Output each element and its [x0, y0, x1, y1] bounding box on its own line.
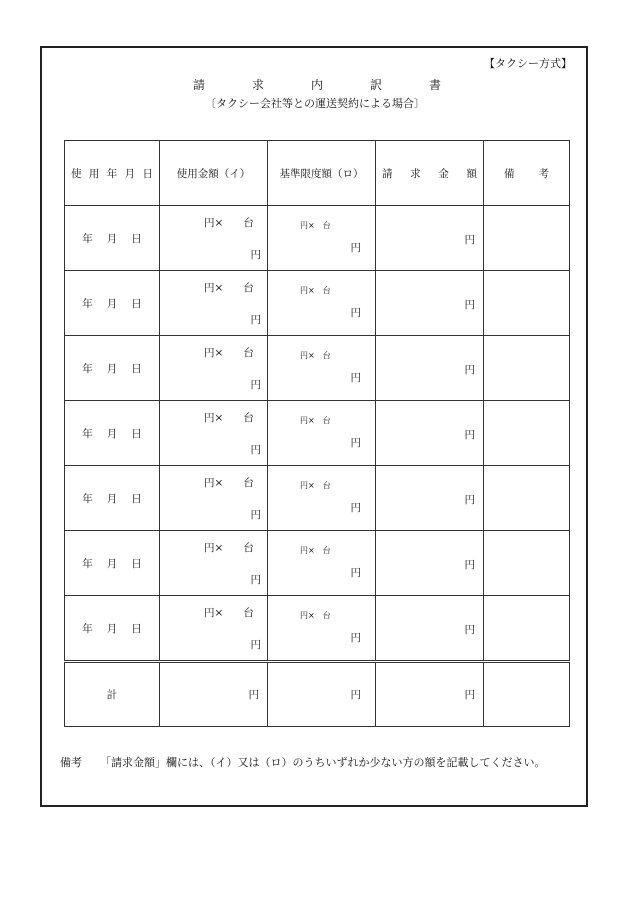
yen-times-label: 円×	[300, 221, 315, 230]
yen-times-label: 円×	[204, 282, 224, 294]
header-char: 考	[538, 167, 549, 180]
yen-unit: 円	[350, 372, 361, 384]
yen-unit: 円	[250, 509, 261, 521]
yen-unit: 円	[464, 364, 475, 376]
total-remarks-cell[interactable]	[484, 662, 570, 727]
header-char: 年	[106, 167, 118, 180]
yen-times-label: 円×	[204, 217, 224, 229]
yen-times-label: 円×	[204, 412, 224, 424]
units-label: 台	[322, 546, 331, 555]
month-label: 月	[106, 492, 118, 505]
header-char: 日	[142, 167, 153, 180]
yen-unit: 円	[350, 437, 361, 449]
yen-unit: 円	[350, 567, 361, 579]
footnote	[60, 754, 546, 770]
year-label: 年	[82, 557, 93, 570]
limit-amount-cell[interactable]	[268, 401, 376, 466]
yen-times-label: 円×	[300, 481, 315, 490]
title-char: 訳	[369, 78, 382, 92]
form-subtitle: 〔タクシー会社等との運送契約による場合〕	[205, 97, 425, 110]
header-char: 用	[88, 167, 100, 180]
units-label: 台	[243, 282, 254, 294]
yen-unit: 円	[250, 444, 261, 456]
usage-amount-cell[interactable]	[160, 466, 268, 531]
table-row	[65, 271, 570, 336]
header-limit-amount: 基準限度額（ロ）	[268, 141, 376, 206]
date-cell[interactable]	[65, 531, 160, 596]
day-label: 日	[131, 232, 142, 245]
table-row	[65, 336, 570, 401]
form-type-tag: 【タクシー方式】	[484, 57, 572, 70]
limit-amount-cell[interactable]	[268, 336, 376, 401]
table-row	[65, 401, 570, 466]
billing-amount-cell[interactable]	[376, 271, 484, 336]
yen-unit: 円	[464, 234, 475, 246]
yen-times-label: 円×	[300, 351, 315, 360]
title-char: 求	[251, 78, 264, 92]
year-label: 年	[82, 297, 93, 310]
month-label: 月	[106, 622, 118, 635]
month-label: 月	[106, 297, 118, 310]
date-cell[interactable]	[65, 206, 160, 271]
yen-unit: 円	[350, 632, 361, 644]
units-label: 台	[243, 607, 254, 619]
year-label: 年	[82, 232, 93, 245]
yen-unit: 円	[250, 249, 261, 261]
yen-times-label: 円×	[204, 477, 224, 489]
month-label: 月	[106, 232, 118, 245]
header-char: 備	[504, 167, 515, 180]
header-remarks	[484, 141, 570, 206]
yen-unit: 円	[464, 429, 475, 441]
table-row	[65, 206, 570, 271]
yen-unit: 円	[350, 502, 361, 514]
limit-amount-cell[interactable]	[268, 531, 376, 596]
remarks-cell[interactable]	[484, 401, 570, 466]
day-label: 日	[131, 492, 142, 505]
usage-amount-cell[interactable]	[160, 206, 268, 271]
yen-unit: 円	[464, 559, 475, 571]
remarks-cell[interactable]	[484, 336, 570, 401]
header-usage-date	[65, 141, 160, 206]
form-title	[0, 76, 630, 93]
table-row	[65, 466, 570, 531]
usage-amount-cell[interactable]	[160, 596, 268, 662]
units-label: 台	[322, 611, 331, 620]
month-label: 月	[106, 557, 118, 570]
title-char: 書	[428, 78, 441, 92]
limit-amount-cell[interactable]	[268, 466, 376, 531]
date-cell[interactable]	[65, 466, 160, 531]
date-cell[interactable]	[65, 401, 160, 466]
header-char: 金	[438, 167, 449, 180]
total-usage-cell[interactable]	[160, 662, 268, 727]
day-label: 日	[131, 622, 142, 635]
title-char: 請	[193, 78, 206, 92]
total-billing-cell[interactable]	[376, 662, 484, 727]
usage-amount-cell[interactable]	[160, 401, 268, 466]
month-label: 月	[106, 362, 118, 375]
yen-times-label: 円×	[300, 546, 315, 555]
header-usage-amount: 使用金額（イ）	[160, 141, 268, 206]
header-char: 月	[124, 167, 136, 180]
units-label: 台	[322, 351, 331, 360]
units-label: 台	[243, 217, 254, 229]
date-cell[interactable]	[65, 596, 160, 662]
date-cell[interactable]	[65, 336, 160, 401]
remarks-cell[interactable]	[484, 271, 570, 336]
yen-unit: 円	[250, 574, 261, 586]
yen-unit: 円	[350, 307, 361, 319]
billing-amount-cell[interactable]	[376, 401, 484, 466]
units-label: 台	[243, 347, 254, 359]
billing-amount-cell[interactable]	[376, 336, 484, 401]
year-label: 年	[82, 427, 93, 440]
total-label: 計	[65, 662, 160, 727]
units-label: 台	[322, 221, 331, 230]
units-label: 台	[322, 286, 331, 295]
units-label: 台	[243, 542, 254, 554]
billing-amount-cell[interactable]	[376, 466, 484, 531]
yen-times-label: 円×	[204, 607, 224, 619]
header-billing-amount	[376, 141, 484, 206]
yen-unit: 円	[250, 314, 261, 326]
usage-amount-cell[interactable]	[160, 271, 268, 336]
remarks-cell[interactable]	[484, 531, 570, 596]
yen-times-label: 円×	[300, 611, 315, 620]
year-label: 年	[82, 362, 93, 375]
total-limit-cell[interactable]	[268, 662, 376, 727]
units-label: 台	[243, 477, 254, 489]
yen-unit: 円	[250, 639, 261, 651]
remarks-cell[interactable]	[484, 206, 570, 271]
billing-amount-cell[interactable]	[376, 596, 484, 662]
date-cell[interactable]	[65, 271, 160, 336]
usage-amount-cell[interactable]	[160, 531, 268, 596]
yen-unit: 円	[250, 379, 261, 391]
units-label: 台	[322, 481, 331, 490]
day-label: 日	[131, 297, 142, 310]
billing-amount-cell[interactable]	[376, 531, 484, 596]
footnote-text: 「請求金額」欄には、（イ）又は（ロ）のうちいずれか少ない方の額を記載してください。	[100, 756, 546, 769]
billing-amount-cell[interactable]	[376, 206, 484, 271]
table-row	[65, 596, 570, 662]
yen-unit: 円	[350, 242, 361, 254]
year-label: 年	[82, 622, 93, 635]
yen-unit: 円	[464, 299, 475, 311]
yen-times-label: 円×	[300, 286, 315, 295]
title-char: 内	[310, 78, 323, 92]
table-header-row	[65, 141, 570, 206]
day-label: 日	[131, 557, 142, 570]
title-chars	[193, 76, 441, 93]
day-label: 日	[131, 362, 142, 375]
yen-unit: 円	[464, 494, 475, 506]
limit-amount-cell[interactable]	[268, 206, 376, 271]
remarks-cell[interactable]	[484, 596, 570, 662]
limit-amount-cell[interactable]	[268, 596, 376, 662]
header-char: 請	[382, 167, 393, 180]
yen-times-label: 円×	[300, 416, 315, 425]
billing-table	[64, 140, 570, 727]
yen-times-label: 円×	[204, 542, 224, 554]
header-char: 額	[466, 167, 477, 180]
table-row	[65, 531, 570, 596]
footnote-label: 備考	[60, 756, 82, 769]
limit-amount-cell[interactable]	[268, 271, 376, 336]
usage-amount-cell[interactable]	[160, 336, 268, 401]
total-row	[65, 662, 570, 727]
yen-unit: 円	[350, 689, 361, 701]
units-label: 台	[243, 412, 254, 424]
remarks-cell[interactable]	[484, 466, 570, 531]
header-char: 求	[410, 167, 421, 180]
yen-unit: 円	[464, 624, 475, 636]
units-label: 台	[322, 416, 331, 425]
year-label: 年	[82, 492, 93, 505]
day-label: 日	[131, 427, 142, 440]
yen-unit: 円	[464, 689, 475, 701]
yen-unit: 円	[248, 689, 259, 701]
yen-times-label: 円×	[204, 347, 224, 359]
header-char: 使	[71, 167, 82, 180]
month-label: 月	[106, 427, 118, 440]
